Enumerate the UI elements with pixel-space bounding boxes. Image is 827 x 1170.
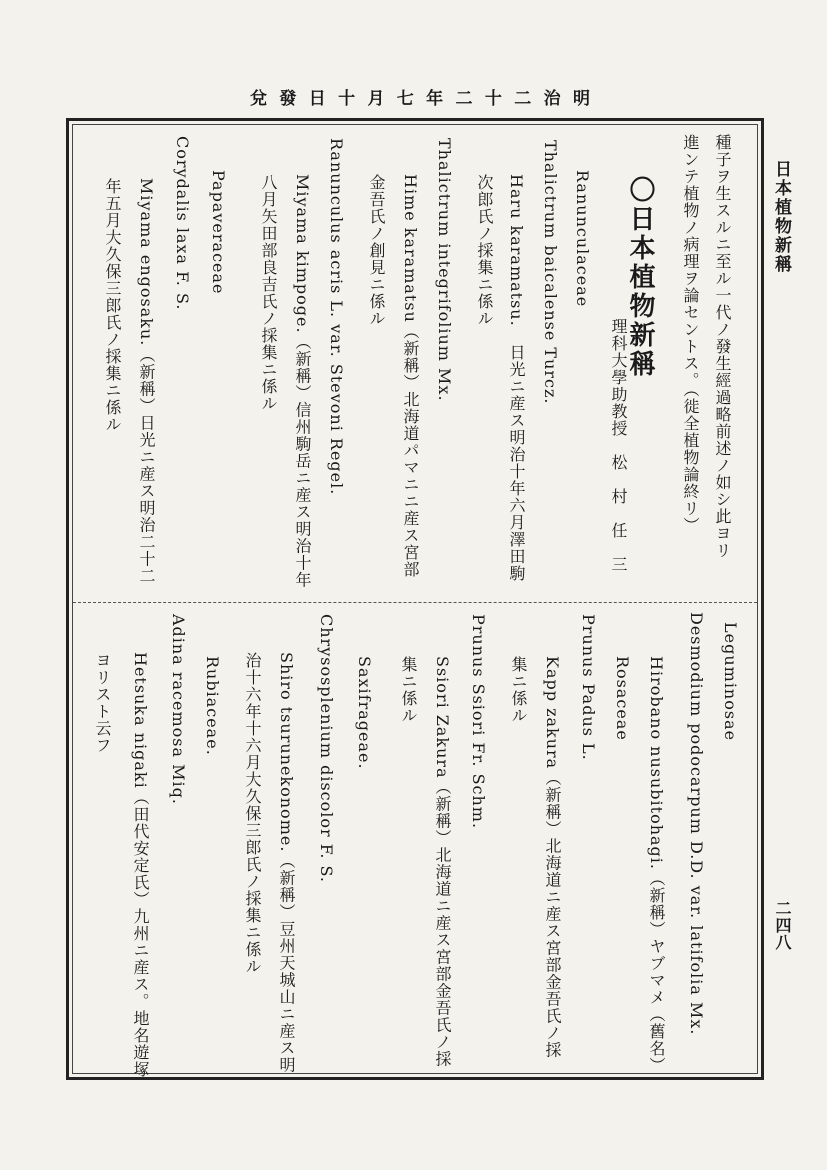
section-divider [73, 602, 757, 603]
header-char: 治 [543, 89, 561, 109]
text-column: 進ンテ植物ノ病理ヲ論セントス。（徙全植物論終リ） [681, 134, 700, 534]
page-header [250, 84, 590, 109]
family-name: Papaveraceae [209, 170, 228, 295]
family-name: Leguminosae [721, 622, 740, 742]
header-char: 二 [514, 89, 532, 109]
species-name: Thalictrum baicalense Turcz. [541, 140, 560, 405]
section-heading: 〇日本植物新稱 [625, 176, 655, 379]
family-name: Rosaceae [613, 656, 632, 741]
text-column: 年五月大久保三郎氏ノ採集ニ係ル [103, 178, 122, 433]
header-char: 十 [484, 89, 502, 109]
header-char: 十 [338, 89, 356, 109]
text-column: Hirobano nusubitohagi.（新稱）ヤブマメ（舊名） [647, 656, 666, 1074]
text-column: Hetsuka nigaki（田代安定氏）九州ニ産ス。地名遊塚 [131, 652, 150, 1078]
page-number: 二四八 [773, 900, 792, 951]
header-char: 日 [308, 89, 326, 109]
species-name: Prunus Ssiori Fr. Schm. [469, 614, 488, 830]
text-column: Ssiori Zakura（新稱）北海道ニ産ス宮部金吾氏ノ採 [433, 656, 452, 1068]
text-column: 種子ヲ生スルニ至ル一代ノ發生經過略前述ノ如シ此ヨリ [713, 134, 732, 559]
text-column: 八月矢田部良吉氏ノ採集ニ係ル [259, 174, 278, 412]
text-column: 治十六年十六月大久保三郎氏ノ採集ニ係ル [243, 652, 262, 975]
species-name: Chrysosplenium discolor F. S. [317, 614, 336, 884]
text-column: Haru karamatsu. 日光ニ産ス明治十年六月澤田駒 [507, 174, 526, 582]
text-column: Miyama engosaku.（新稱）日光ニ産ス明治二十二 [137, 178, 156, 585]
text-column: 次郎氏ノ採集ニ係ル [475, 174, 494, 327]
header-char: 年 [426, 89, 444, 109]
header-char: 七 [396, 89, 414, 109]
running-title: 日本植物新稱 [771, 160, 791, 274]
text-column: ヨリスト云フ [93, 652, 112, 754]
header-char: 月 [367, 89, 385, 109]
text-column: Hime karamatsu（新稱）北海道パマニニ産ス宮部 [401, 174, 420, 578]
species-name: Corydalis laxa F. S. [173, 136, 192, 311]
text-column: Miyama kimpoge.（新稱）信州駒岳ニ産ス明治十年 [293, 174, 312, 589]
species-name: Ranunculus acris L. var. Stevoni Regel. [327, 138, 346, 496]
text-column: Kapp zakura（新稱）北海道ニ産ス宮部金吾氏ノ採 [543, 656, 562, 1059]
species-name: Thalictrum integrifolium Mx. [435, 138, 454, 402]
family-name: Ranunculaceae [573, 170, 592, 308]
header-char: 明 [572, 89, 590, 109]
text-column: 集ニ係ル [509, 656, 528, 724]
species-name: Prunus Padus L. [579, 614, 598, 761]
text-column: Shiro tsurunekonome.（新稱）豆州天城山ニ産ス明 [277, 652, 296, 1074]
header-char: 發 [279, 89, 297, 109]
text-column: 集ニ係ル [399, 656, 418, 724]
header-char: 二 [455, 89, 473, 109]
family-name: Rubiaceae. [203, 656, 222, 756]
author-line: 理科大學助教授 松 村 任 三 [609, 318, 628, 573]
header-char: 兌 [250, 89, 267, 109]
species-name: Desmodium podocarpum D.D. var. latifolia Mx. [687, 612, 706, 1036]
species-name: Adina racemosa Miq. [169, 614, 188, 805]
text-column: 金吾氏ノ創見ニ係ル [367, 174, 386, 327]
family-name: Saxifrageae. [355, 656, 374, 770]
